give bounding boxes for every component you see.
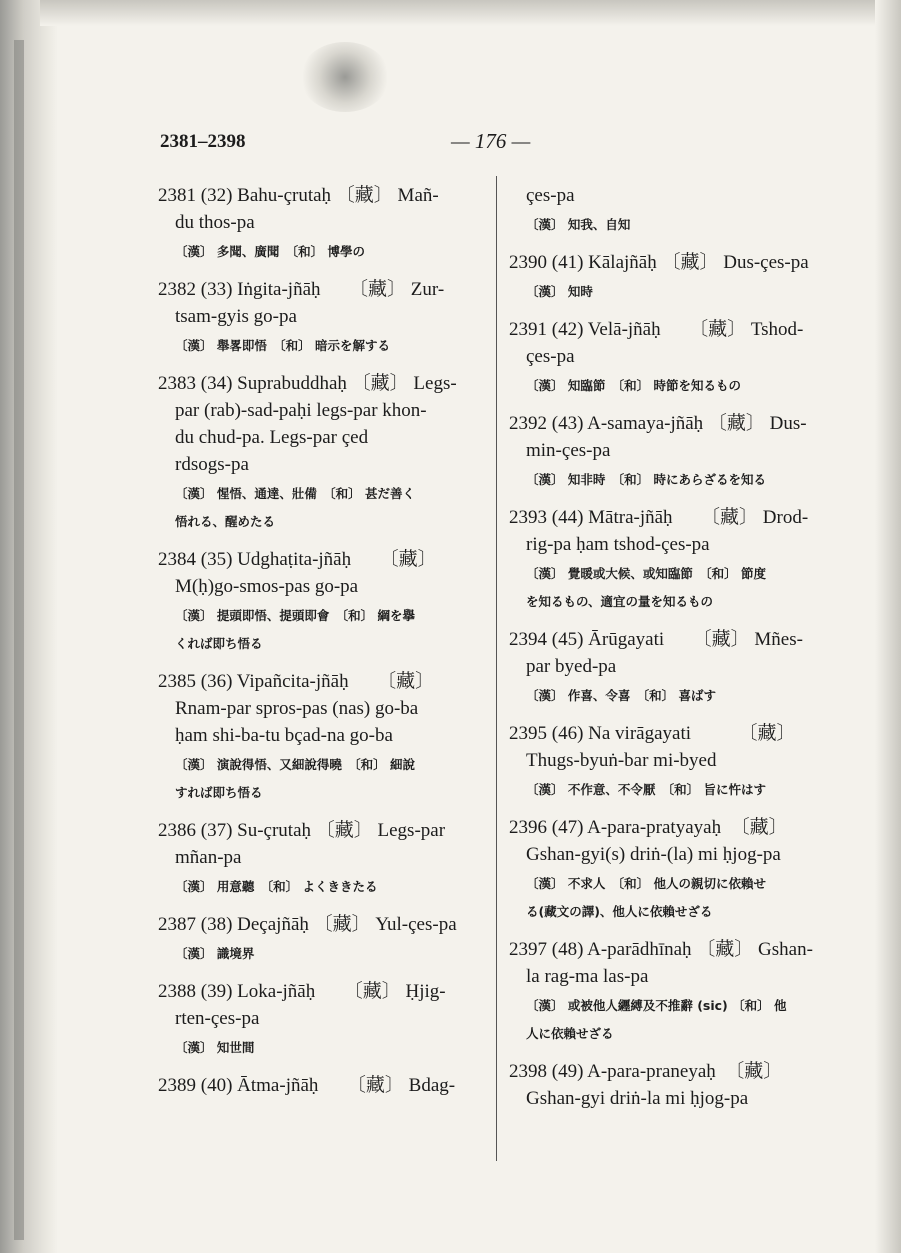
entry-continuation-line: M(ḥ)go-smos-pas go-pa bbox=[175, 576, 359, 597]
entry-continuation-line: Gshan-gyi driṅ-la mi ḥjog-pa bbox=[526, 1088, 749, 1109]
right-column bbox=[509, 182, 835, 1112]
entry-headword-line: 2397 (48) A-parādhīnaḥ 〔藏〕 Gshan- bbox=[509, 939, 813, 960]
entry-headword-line: 2383 (34) Suprabuddhaḥ 〔藏〕 Legs- bbox=[158, 373, 457, 394]
entry-gloss-line: 人に依賴せざる bbox=[526, 1026, 614, 1041]
dictionary-entry bbox=[509, 814, 835, 924]
entry-gloss-line: 〔漢〕 知非時 〔和〕 時にあらざるを知る bbox=[526, 472, 766, 487]
entry-headword-line: 2394 (45) Ārūgayati 〔藏〕 Mñes- bbox=[509, 629, 803, 650]
left-column bbox=[158, 182, 484, 1099]
scan-spine-shadow bbox=[0, 0, 58, 1253]
dictionary-entry bbox=[158, 276, 484, 358]
entry-gloss-line: 〔漢〕 知我、自知 bbox=[526, 217, 631, 232]
entry-continuation-line: rten-çes-pa bbox=[175, 1008, 260, 1029]
entry-gloss-line: すれば即ち悟る bbox=[175, 785, 263, 800]
dictionary-entry bbox=[158, 182, 484, 264]
entry-continuation-line: rdsogs-pa bbox=[175, 454, 249, 475]
entry-headword-line: 2398 (49) A-para-praneyaḥ 〔藏〕 bbox=[509, 1061, 783, 1082]
entry-headword-line: 2385 (36) Vipañcita-jñāḥ 〔藏〕 bbox=[158, 671, 435, 692]
entry-headword-line: 2392 (43) A-samaya-jñāḥ 〔藏〕 Dus- bbox=[509, 413, 807, 434]
entry-continuation-line: du chud-pa. Legs-par çed bbox=[175, 427, 369, 448]
dictionary-entry bbox=[509, 316, 835, 398]
entry-gloss-line: 悟れる、醒めたる bbox=[175, 514, 276, 529]
dictionary-entry bbox=[509, 504, 835, 614]
entry-gloss-line: 〔漢〕 識境界 bbox=[175, 946, 255, 961]
entry-gloss-line: 〔漢〕 知世間 bbox=[175, 1040, 255, 1055]
entry-continuation-line: par byed-pa bbox=[526, 656, 617, 677]
entry-headword-line: 2393 (44) Mātra-jñāḥ 〔藏〕 Drod- bbox=[509, 507, 809, 528]
dictionary-entry bbox=[509, 626, 835, 708]
entry-headword-line: 2381 (32) Bahu-çrutaḥ 〔藏〕 Mañ- bbox=[158, 185, 439, 206]
entry-gloss-line: 〔漢〕 或被他人纒縛及不推辭 (sic) 〔和〕 他 bbox=[526, 998, 787, 1013]
dictionary-entry bbox=[158, 370, 484, 534]
entry-headword-line: 2386 (37) Su-çrutaḥ 〔藏〕 Legs-par bbox=[158, 820, 446, 841]
entry-headword-line: çes-pa bbox=[526, 185, 575, 206]
dictionary-entry bbox=[509, 182, 835, 237]
entry-headword-line: 2388 (39) Loka-jñāḥ 〔藏〕 Ḥjig- bbox=[158, 981, 446, 1002]
entry-gloss-line: くれば即ち悟る bbox=[175, 636, 263, 651]
entry-continuation-line: tsam-gyis go-pa bbox=[175, 306, 297, 327]
scan-binding-edge bbox=[14, 40, 24, 1240]
dictionary-entry bbox=[158, 1072, 484, 1099]
entry-gloss-line: 〔漢〕 知時 bbox=[526, 284, 593, 299]
dictionary-entry bbox=[509, 410, 835, 492]
entry-gloss-line: 〔漢〕 提頭即悟、提頭即會 〔和〕 綱を擧 bbox=[175, 608, 415, 623]
entry-headword-line: 2389 (40) Ātma-jñāḥ 〔藏〕 Bdag- bbox=[158, 1075, 456, 1096]
entry-headword-line: 2391 (42) Velā-jñāḥ 〔藏〕 Tshod- bbox=[509, 319, 804, 340]
entry-gloss-line: 〔漢〕 知臨節 〔和〕 時節を知るもの bbox=[526, 378, 741, 393]
entry-continuation-line: Thugs-byuṅ-bar mi-byed bbox=[526, 750, 717, 771]
entry-gloss-line: 〔漢〕 用意聽 〔和〕 よくききたる bbox=[175, 879, 378, 894]
entry-gloss-line: 〔漢〕 作喜、令喜 〔和〕 喜ばす bbox=[526, 688, 716, 703]
dictionary-entry bbox=[509, 720, 835, 802]
dictionary-entry bbox=[158, 978, 484, 1060]
entry-headword-line: 2382 (33) Iṅgita-jñāḥ 〔藏〕 Zur- bbox=[158, 279, 445, 300]
entry-range: 2381–2398 bbox=[160, 131, 246, 152]
entry-gloss-line: 〔漢〕 演說得悟、又細說得曉 〔和〕 細說 bbox=[175, 757, 415, 772]
dictionary-entry bbox=[509, 936, 835, 1046]
entry-headword-line: 2384 (35) Udghaṭita-jñāḥ 〔藏〕 bbox=[158, 549, 437, 570]
entry-headword-line: 2396 (47) A-para-pratyayaḥ 〔藏〕 bbox=[509, 817, 788, 838]
entry-continuation-line: par (rab)-sad-paḥi legs-par khon- bbox=[175, 400, 427, 421]
entry-gloss-line: 〔漢〕 不作意、不令厭 〔和〕 旨に忤はす bbox=[526, 782, 766, 797]
entry-headword-line: 2390 (41) Kālajñāḥ 〔藏〕 Dus-çes-pa bbox=[509, 252, 809, 273]
entry-continuation-line: mñan-pa bbox=[175, 847, 242, 868]
entry-continuation-line: du thos-pa bbox=[175, 212, 255, 233]
entry-headword-line: 2387 (38) Deçajñāḥ 〔藏〕 Yul-çes-pa bbox=[158, 914, 457, 935]
column-divider bbox=[496, 176, 497, 1161]
entry-gloss-line: 〔漢〕 不求人 〔和〕 他人の親切に依賴せ bbox=[526, 876, 766, 891]
dictionary-entry bbox=[158, 911, 484, 966]
entry-gloss-line: 〔漢〕 覺暖或大候、或知臨節 〔和〕 節度 bbox=[526, 566, 766, 581]
entry-gloss-line: を知るもの、適宜の量を知るもの bbox=[526, 594, 714, 609]
entry-gloss-line: 〔漢〕 舉畧即悟 〔和〕 暗示を解する bbox=[175, 338, 390, 353]
entry-continuation-line: min-çes-pa bbox=[526, 440, 611, 461]
entry-continuation-line: Rnam-par spros-pas (nas) go-ba bbox=[175, 698, 419, 719]
entry-continuation-line: çes-pa bbox=[526, 346, 575, 367]
entry-continuation-line: ḥam shi-ba-tu bçad-na go-ba bbox=[175, 725, 393, 746]
entry-gloss-line: る(藏文の譯)、他人に依賴せざる bbox=[526, 904, 713, 919]
dictionary-entry bbox=[509, 249, 835, 304]
dictionary-entry bbox=[158, 546, 484, 656]
ink-stain bbox=[300, 42, 390, 112]
entry-continuation-line: Gshan-gyi(s) driṅ-(la) mi ḥjog-pa bbox=[526, 844, 781, 865]
entry-continuation-line: la rag-ma las-pa bbox=[526, 966, 649, 987]
entry-gloss-line: 〔漢〕 多聞、廣聞 〔和〕 博學の bbox=[175, 244, 365, 259]
dictionary-entry bbox=[509, 1058, 835, 1112]
entry-headword-line: 2395 (46) Na virāgayati 〔藏〕 bbox=[509, 723, 796, 744]
dictionary-entry bbox=[158, 817, 484, 899]
entry-continuation-line: rig-pa ḥam tshod-çes-pa bbox=[526, 534, 710, 555]
page-number: — 176 — bbox=[451, 129, 531, 153]
scan-top-edge bbox=[40, 0, 901, 26]
entry-gloss-line: 〔漢〕 惺悟、通達、壯備 〔和〕 甚だ善く bbox=[175, 486, 415, 501]
dictionary-entry bbox=[158, 668, 484, 805]
scan-right-edge bbox=[875, 0, 901, 1253]
